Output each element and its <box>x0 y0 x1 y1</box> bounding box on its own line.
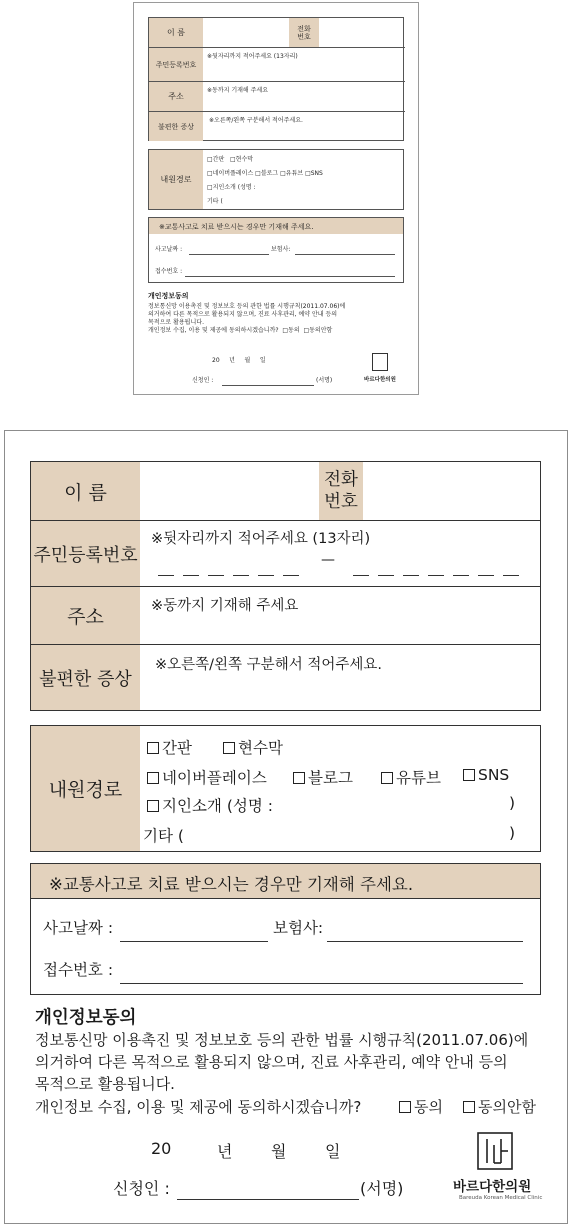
accident-table <box>30 863 541 995</box>
form-thumbnail <box>133 2 419 395</box>
thumb-receipt: 접수번호 : <box>155 268 183 275</box>
rrn-separator: — <box>321 552 335 568</box>
checkbox-icon <box>147 800 159 812</box>
route-option-other[interactable]: 기타 ( <box>143 827 184 845</box>
route-label: 내원경로 <box>31 726 140 851</box>
rrn-back-dash <box>478 575 494 576</box>
thumb-date-line: 20 년 월 일 <box>212 357 266 364</box>
signature-label: (서명) <box>360 1179 404 1198</box>
thumb-clinic-name: 바르다한의원 <box>364 377 396 383</box>
insurer-input[interactable] <box>327 941 523 942</box>
applicant-signature-line[interactable] <box>177 1199 359 1200</box>
thumb-accident-block <box>148 217 404 283</box>
phone-input[interactable] <box>363 462 540 520</box>
checkbox-icon <box>381 772 393 784</box>
route-option-naver-place[interactable]: 네이버플레이스 <box>147 766 267 788</box>
insurer-label: 보험사: <box>273 919 324 937</box>
name-label: 이 름 <box>31 462 140 520</box>
thumb-address-note: ※동까지 기재해 주세요 <box>207 87 269 94</box>
privacy-agree-checkbox[interactable]: 동의 <box>399 1096 443 1117</box>
thumb-route-block <box>148 149 404 210</box>
thumb-symptom-note: ※오른쪽/왼쪽 구분해서 적어주세요. <box>209 117 303 124</box>
registration-form <box>4 430 568 1224</box>
thumb-clinic-logo-icon <box>372 353 388 371</box>
visit-route-table <box>30 725 541 852</box>
thumb-route-row3: □지인소개 (성명 : <box>207 184 256 191</box>
address-input[interactable] <box>141 587 540 644</box>
privacy-disagree-checkbox[interactable]: 동의안함 <box>463 1096 536 1117</box>
symptom-note: ※오른쪽/왼쪽 구분해서 적어주세요. <box>155 657 382 673</box>
personal-info-table <box>30 461 541 711</box>
thumb-privacy-body3: 목적으로 활용됩니다. <box>148 319 204 326</box>
route-option-sns[interactable]: SNS <box>463 766 509 784</box>
receipt-input[interactable] <box>120 983 523 984</box>
thumb-route-row1: □간판 □현수막 <box>207 156 254 163</box>
receipt-label: 접수번호 : <box>43 961 114 979</box>
route-option-blog[interactable]: 블로그 <box>293 766 353 788</box>
route-option-youtube[interactable]: 유튜브 <box>381 766 441 788</box>
privacy-body-1: 정보통신망 이용촉진 및 정보보호 등의 관한 법률 시행규칙(2011.07.06)에 <box>35 1031 529 1049</box>
other-close-paren: ) <box>509 824 516 842</box>
thumb-rrn-label: 주민등록번호 <box>149 48 203 81</box>
rrn-front-dash <box>183 575 199 576</box>
checkbox-icon <box>293 772 305 784</box>
clinic-english-name: Bareuda Korean Medical Clinic <box>459 1195 543 1201</box>
thumb-info-block <box>148 17 404 141</box>
rrn-front-dash <box>208 575 224 576</box>
privacy-title: 개인정보동의 <box>35 1008 137 1028</box>
route-option-referral[interactable]: 지인소개 (성명 : <box>147 794 273 816</box>
thumb-accident-date: 사고날짜 : <box>155 246 183 253</box>
checkbox-icon <box>147 772 159 784</box>
thumb-route-row4: 기타 ( <box>207 198 223 205</box>
date-month-label: 월 <box>271 1142 287 1161</box>
symptom-label: 불편한 증상 <box>31 645 140 710</box>
rrn-front-dash <box>233 575 249 576</box>
rrn-label: 주민등록번호 <box>31 521 140 586</box>
rrn-front-dash <box>283 575 299 576</box>
rrn-input[interactable] <box>141 521 540 586</box>
rrn-back-dash <box>378 575 394 576</box>
thumb-privacy-question: 개인정보 수집, 이용 및 제공에 동의하시겠습니까? □동의 □동의안함 <box>148 327 333 334</box>
privacy-body-2: 의거하여 다른 목적으로 활용되지 않으며, 진료 사후관리, 예약 안내 등의 <box>35 1053 508 1071</box>
thumb-route-label: 내원경로 <box>149 150 203 209</box>
rrn-back-dash <box>503 575 519 576</box>
thumb-privacy-title: 개인정보동의 <box>148 292 189 300</box>
applicant-label: 신청인 : <box>113 1179 170 1198</box>
symptom-input[interactable] <box>141 645 540 710</box>
rrn-front-dash <box>258 575 274 576</box>
thumb-symptom-label: 불편한 증상 <box>149 112 203 141</box>
rrn-back-dash <box>453 575 469 576</box>
accident-date-label: 사고날짜 : <box>43 919 114 937</box>
privacy-question: 개인정보 수집, 이용 및 제공에 동의하시겠습니까? <box>35 1098 362 1116</box>
thumb-phone-label: 전화 번호 <box>289 18 319 47</box>
thumb-privacy-body2: 의거하여 다른 목적으로 활용되지 않으며, 진료 사후관리, 예약 안내 등의 <box>148 311 338 318</box>
clinic-logo-icon <box>475 1131 515 1171</box>
thumb-route-row2: □네이버플레이스 □블로그 □유튜브 □SNS <box>207 170 323 177</box>
thumb-privacy-body1: 정보통신망 이용촉진 및 정보보호 등의 관한 법률 시행규칙(2011.07.06)에 <box>148 303 346 310</box>
thumb-applicant: 신청인 : <box>192 377 214 384</box>
thumb-name-label: 이 름 <box>149 18 203 47</box>
phone-label: 전화 번호 <box>319 462 363 520</box>
checkbox-icon <box>463 769 475 781</box>
checkbox-icon <box>147 742 159 754</box>
rrn-front-dash <box>158 575 174 576</box>
accident-date-input[interactable] <box>120 941 268 942</box>
accident-header: ※교통사고로 치료 받으시는 경우만 기재해 주세요. <box>31 864 540 898</box>
thumb-rrn-note: ※뒷자리까지 적어주세요 (13자리) <box>207 53 298 60</box>
rrn-back-dash <box>353 575 369 576</box>
referral-close-paren: ) <box>509 794 516 812</box>
thumb-address-label: 주소 <box>149 82 203 111</box>
clinic-name: 바르다한의원 <box>453 1179 532 1195</box>
checkbox-icon <box>223 742 235 754</box>
address-label: 주소 <box>31 587 140 644</box>
date-year-label: 년 <box>217 1142 233 1161</box>
address-note: ※동까지 기재해 주세요 <box>151 598 299 614</box>
checkbox-icon <box>463 1101 475 1113</box>
date-day-label: 일 <box>325 1142 341 1161</box>
name-input[interactable] <box>141 462 317 520</box>
thumb-insurer: 보험사: <box>271 246 291 253</box>
rrn-note: ※뒷자리까지 적어주세요 (13자리) <box>151 531 371 547</box>
checkbox-icon <box>399 1101 411 1113</box>
rrn-back-dash <box>403 575 419 576</box>
date-year-prefix: 20 <box>151 1139 172 1158</box>
thumb-accident-header: ※교통사고로 치료 받으시는 경우만 기재해 주세요. <box>149 218 403 234</box>
route-option-signboard[interactable]: 간판 <box>147 736 192 758</box>
privacy-body-3: 목적으로 활용됩니다. <box>35 1075 175 1093</box>
route-option-banner[interactable]: 현수막 <box>223 736 283 758</box>
thumb-sign: (서명) <box>316 377 333 384</box>
rrn-back-dash <box>428 575 444 576</box>
